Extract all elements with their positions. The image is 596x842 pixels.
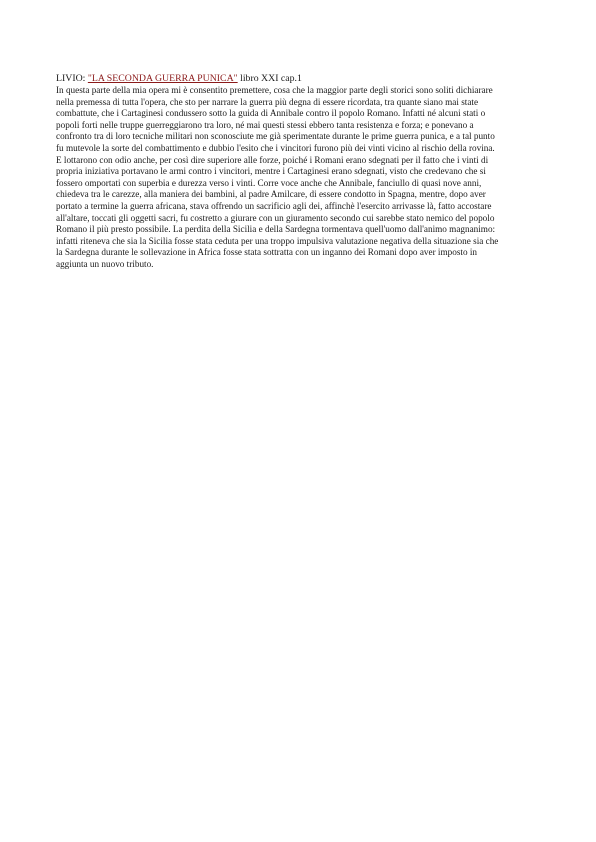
heading-prefix: LIVIO: bbox=[56, 73, 88, 84]
heading-suffix: libro XXI cap.1 bbox=[237, 73, 302, 84]
document-page bbox=[56, 73, 542, 271]
title-link[interactable]: "LA SECONDA GUERRA PUNICA" bbox=[87, 73, 238, 84]
body-paragraph: In questa parte della mia opera mi è consentito premettere, cosa che la maggior parte degli storici sono soliti dichiarare nella premessa di tutta l'opera, che sto per narrare la guerra più degna di essere ricordata, tra quante siano mai state combattute, che i Cartaginesi condussero sotto la guida di Annibale contro il popolo Romano. Infatti né alcuni stati o popoli forti nelle truppe guerreggiarono tra loro, né mai questi stessi ebbero tanta resistenza e forza; e ponevano a confronto tra di loro tecniche militari non sconosciute me già sperimentate durante le prime guerra punica, e a tal punto fu mutevole la sorte del combattimento e dubbio l'esito che i vincitori furono più dei vinti vicino al rischio della rovina. E lottarono con odio anche, per così dire superiore alle forze, poiché i Romani erano sdegnati per il fatto che i vinti di propria iniziativa portavano le armi contro i vincitori, mentre i Cartaginesi erano sdegnati, visto che credevano che si fossero omportati con superbia e durezza verso i vinti. Corre voce anche che Annibale, fanciullo di quasi nove anni, chiedeva tra le carezze, alla maniera dei bambini, al padre Amilcare, di essere condotto in Spagna, mentre, dopo aver portato a termine la guerra africana, stava offrendo un sacrificio agli dei, affinchè l'esercito arrivasse là, fatto accostare all'altare, toccati gli oggetti sacri, fu costretto a giurare con un giuramento secondo cui sarebbe stato nemico del popolo Romano il più presto possibile. La perdita della Sicilia e della Sardegna tormentava quell'uomo dall'animo magnanimo: infatti riteneva che sia la Sicilia fosse stata ceduta per una troppo impulsiva valutazione negativa della situazione sia che la Sardegna durante le sollevazione in Africa fosse stata sottratta con un inganno dei Romani dopo aver imposto in aggiunta un nuovo tributo. bbox=[56, 85, 499, 269]
document-heading bbox=[56, 73, 542, 85]
